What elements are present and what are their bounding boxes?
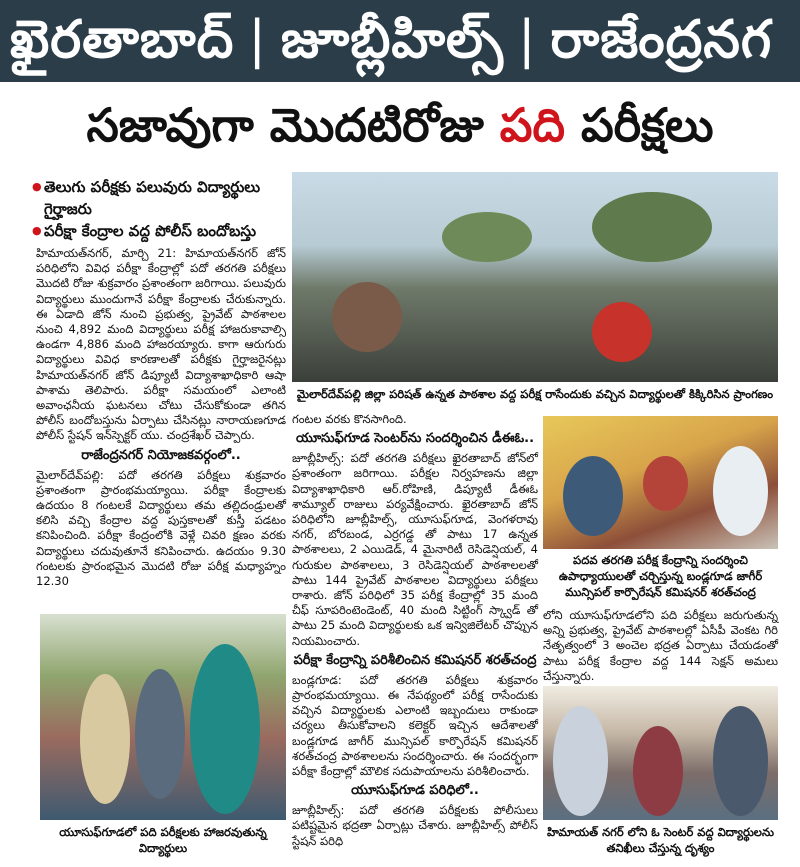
photo-person	[713, 706, 768, 816]
photo-tree	[442, 212, 532, 262]
photo-person	[563, 456, 623, 536]
headline-accent: పది	[499, 98, 565, 152]
officials-photo	[543, 416, 778, 549]
page-headline	[0, 86, 800, 164]
checking-photo	[543, 686, 778, 820]
caption-students-photo: యూసుఫ్‌గూడలో పది పరీక్షలకు హాజరవుతున్న విద్యార్థులు	[59, 825, 267, 855]
caption-checking-photo: హిమాయత్ నగర్ లోని ఓ సెంటర్ వద్ద విద్యార్థులను తనిఖీలు చేస్తున్న దృశ్యం	[546, 825, 775, 855]
photo-tree	[592, 192, 712, 262]
right-para-1: లోని యూసుఫ్‌గూడలోని పది పరీక్షలు జరుగుతున్న అన్ని ప్రభుత్వ, ప్రైవేట్ పాఠశాలల్లో ఏసీపీ వెంకట గిరి నేతృత్వంలో 3 అంచెల భద్రత ఏర్పాటు చేయడంతో పాటు పరీక్ష కేంద్రాల వద్ద 144 సెక్షన్ అమలు చేస్తున్నారు.	[543, 608, 778, 683]
banner-separator: |	[248, 10, 267, 70]
headline-part1: సజావుగా మొదటిరోజు	[86, 98, 500, 152]
banner-place-rajendranagar: రాజేంద్రనగ	[550, 10, 773, 70]
students-photo	[40, 614, 286, 820]
masthead-banner	[0, 0, 800, 82]
photo-person	[135, 669, 185, 799]
headline-part2: పరీక్షలు	[564, 98, 714, 152]
banner-place-jubilee-hills: జూబ్లీహిల్స్	[280, 10, 504, 70]
photo-person	[633, 726, 683, 816]
photo-person	[553, 706, 608, 816]
left-para-1: హిమాయత్‌నగర్, మార్చి 21: హిమాయత్‌నగర్ జోన్ పరిధిలోని వివిధ పరీక్షా కేంద్రాల్లో పదో తరగతి పరీక్షలు మొదటి రోజు శుక్రవారం ప్రశాంతంగా జరిగాయి. పలువురు విద్యార్థులు ముందుగానే పరీక్షా కేంద్రాలకు చేరుకున్నారు. ఈ ఏడాది జోన్ నుంచి ప్రభుత్వ, ప్రైవేట్ పాఠశాలల నుంచి 4,892 మంది విద్యార్థులు పరీక్ష హాజరుకావాల్సి ఉండగా 4,886 మంది హాజరయ్యారు. కాగా ఆరుగురు విద్యార్థులు వివిధ కారణాలతో పరీక్షకు గైర్హాజరైనట్లు హిమాయత్‌నగర్ జోన్ డిప్యూటీ విద్యాశాఖాధికారి ఆషా పాశామ తెలిపారు. పరీక్షా సమయంలో ఎలాంటి అవాంఛనీయ ఘటనలు చోటు చేసుకోకుండా తగిన పోలీస్ బందోబస్తును ఏర్పాటు చేసినట్లు నారాయణగూడ పోలీస్ స్టేషన్ ఇన్‌స్పెక్టర్ యు. చంద్రశేఖర్ చెప్పారు.	[36, 246, 286, 443]
left-column	[36, 176, 286, 589]
banner-separator: |	[518, 10, 537, 70]
highlight-2: ● పరీక్షా కేంద్రాల వద్ద పోలీస్ బందోబస్తు	[36, 220, 286, 242]
caption-main-photo: మైలార్‌దేవ్‌పల్లి జిల్లా పరిషత్ ఉన్నత పాఠశాల వద్ద పరీక్ష రాసేందుకు వచ్చిన విద్యార్థులతో కిక్కిరిసిన ప్రాంగణం	[296, 387, 774, 401]
middle-subhead-2: పరీక్షా కేంద్రాన్ని పరిశీలించిన కమిషనర్ శరత్‌చంద్ర	[293, 652, 537, 668]
right-column	[543, 608, 778, 684]
photo-person	[713, 446, 768, 536]
caption-officials-photo: పదవ తరగతి పరీక్ష కేంద్రాన్ని సందర్శించి ఉపాధ్యాయులతో చర్చిస్తున్న బండ్లగూడ జాగీర్ మున్సిపల్ కార్పొరేషన్ కమిషనర్ శరత్‌చంద్ర	[558, 553, 763, 599]
middle-subhead-1: యూసుఫ్‌గూడ సెంటర్‌ను సందర్శించిన డీఈఓ..	[295, 431, 535, 447]
middle-para-1: జూబ్లీహిల్స్: పదో తరగతి పరీక్షలు ఖైరతాబాద్ జోన్‌లో ప్రశాంతంగా జరిగాయి. పరీక్షల నిర్వహణను జిల్లా విద్యాశాఖాధికారి ఆర్.రోహిణి, డిప్యూటీ డీఈఓ శామ్యూల్ రాజులు పర్యవేక్షించారు. ఖైరతాబాద్ జోన్ పరిధిలోని జూబ్లీహిల్స్, యూసుఫ్‌గూడ, వెంగళరావు నగర్, బోరబండ, ఎర్రగడ్డ తో పాటు 17 ఉన్నత పాఠశాలలు, 2 ఎయిడెడ్, 4 మైనారిటీ రెసిడెన్షియల్, 4 గురుకుల పాఠశాలలు, 3 రెసిడెన్షియల్ పాఠశాలలతో పాటు 144 ప్రైవేట్ పాఠశాలల విద్యార్థులు పరీక్షలు రాశారు. జోన్ పరిధిలో 35 పరీక్ష కేంద్రాల్లో 35 మంది చీఫ్ సూపరింటెండెంట్, 40 మంది సిట్టింగ్ స్క్వాడ్ తో పాటు 25 మంది విద్యార్థులకు ఒక ఇన్విజిలేటర్ చొప్పున నియమించారు.	[292, 451, 538, 648]
banner-places	[10, 6, 772, 74]
photo-person	[80, 674, 130, 804]
highlight-1: ● తెలుగు పరీక్షకు పలువురు విద్యార్థులు గైర్హాజరు	[36, 176, 286, 220]
photo-person	[592, 302, 652, 362]
photo-person	[643, 456, 688, 511]
middle-continuation: గంటల వరకు కొనసాగింది.	[292, 412, 407, 426]
left-para-2: మైలార్‌దేవ్‌పల్లి: పదో తరగతి పరీక్షలు శుక్రవారం ప్రశాంతంగా ప్రారంభమయ్యాయి. పరీక్షా కేంద్రాలకు ఉదయం 8 గంటలకే విద్యార్థులు తమ తల్లిదండ్రులతో కలిసి వచ్చి కేంద్రాల వద్ద పుస్తకాలతో కుస్తీ పడటం కనిపించింది. పరీక్షా కేంద్రంలోకి వెళ్లే చివరి క్షణం వరకు విద్యార్థులు చదువుతూనే కనిపించారు. ఉదయం 9.30 గంటలకు ప్రారంభమైన మొదటి రోజు పరీక్ష మధ్యాహ్నం 12.30	[36, 467, 286, 589]
main-photo-crowd	[292, 172, 778, 382]
middle-subhead-3: యూసుఫ్‌గూడ పరిధిలో..	[351, 783, 479, 799]
middle-column	[292, 412, 538, 849]
middle-para-3: జూబ్లీహిల్స్: పదో తరగతి పరీక్షలకు పోలీసులు పటిష్టమైన భద్రతా ఏర్పాట్లు చేశారు. జూబ్లీహిల్స్ పోలీస్ స్టేషన్ పరిధి	[292, 803, 538, 848]
photo-person	[190, 644, 260, 814]
middle-para-2: బండ్లగూడ: పదో తరగతి పరీక్షలు శుక్రవారం ప్రారంభమయ్యాయి. ఈ నేపథ్యంలో పరీక్ష రాసేందుకు వచ్చిన విద్యార్థులకు ఎలాంటి ఇబ్బందులు రాకుండా చర్యలు తీసుకోవాలని కలెక్టర్ ఇచ్చిన ఆదేశాలతో బండ్లగూడ జాగీర్ మున్సిపల్ కార్పొరేషన్ కమిషనర్ శరత్‌చంద్ర పాఠశాలలను సందర్శించారు. ఈ సందర్భంగా పరీక్షా కేంద్రాల్లో మౌలిక సదుపాయాలను పరిశీలించారు.	[292, 672, 538, 779]
banner-place-khairatabad: ఖైరతాబాద్	[10, 10, 235, 70]
photo-person	[332, 282, 402, 352]
left-subhead: రాజేంద్రనగర్ నియోజకవర్గంలో..	[81, 447, 241, 463]
